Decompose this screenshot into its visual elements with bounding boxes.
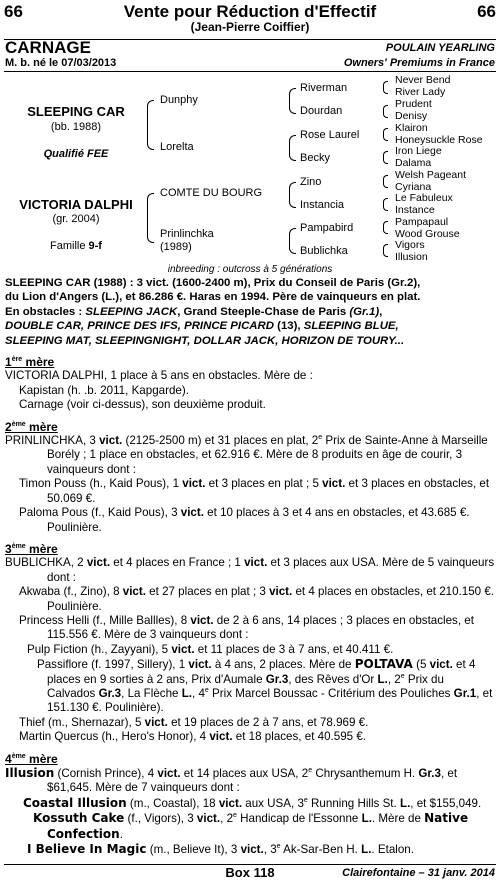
box-number: Box 118 [225,865,275,880]
header-rule-bottom [4,71,496,72]
bracket-g4-2 [383,105,388,118]
g4-8: Dalama [395,157,432,169]
bracket-g4-3 [383,128,388,141]
second-dam-produce-2: Paloma Pous (f., Kaid Pous), 3 vict. et 10 places à 3 et 4 ans en obstacles, et 43.685 €. Poulinière. [19,506,470,534]
bracket-dam [147,193,154,243]
second-dam-produce-1: Timon Pouss (h., Kaid Pous), 1 vict. et 3 places en plat ; 5 vict. et 3 places en obstacles, et 50.069 €. [19,477,490,505]
g4-10: Cyriana [395,181,432,193]
third-dam-produce-2: Princess Helli (f., Mille Ballles), 8 vict. de 2 à 6 ans, 14 places ; 3 places en obstacles, et 115.556 €. Mère de 3 vainqueurs dont : [19,613,474,642]
produce-2: Carnage (voir ci-dessus), son deuxième produit. [19,398,266,412]
sire-note: Qualifié FEE [43,148,109,160]
bracket-g4-5 [383,175,388,188]
owners-premiums: Owners' Premiums in France [343,57,495,69]
g3-7: Pampabird [300,222,354,234]
lot-number-right: 66 [477,2,496,21]
g4-14: Wood Grouse [395,228,460,240]
g3-4: Becky [300,152,330,164]
g3-1: Riverman [300,82,348,94]
inbreeding-note: inbreeding : outcross à 5 générations [167,264,333,275]
bracket-g3-2 [289,135,296,161]
g2-dam-dam: Prinlinchka [160,228,214,240]
horse-name: CARNAGE [5,38,91,57]
g4-16: Illusion [395,251,428,263]
g2-dam-dam-year: (1989) [160,241,192,253]
g2-sire-sire: Dunphy [160,94,198,106]
dam-record: VICTORIA DALPHI, 1 place à 5 ans en obstacles. Mère de : [5,369,313,383]
catalogue-text [5,276,495,857]
g4-2: River Lady [395,86,446,98]
third-dam-record: BUBLICHKA, 2 vict. et 4 places en France ; 1 vict. et 3 places aux USA. Mère de 5 vainqueurs dont : [5,556,495,584]
bracket-g3-4 [289,228,296,254]
sale-venue-date: Clairefontaine – 31 janv. 2014 [342,867,495,879]
g3-5: Zino [300,176,322,188]
g2-sire-dam: Lorelta [160,141,194,153]
section-4eme-mere: 4ème mère [5,751,58,766]
g4-1: Never Bend [395,74,451,86]
horse-category: POULAIN YEARLING [385,42,495,54]
dam-family: Famille 9-f [50,240,102,252]
bracket-g3-3 [289,182,296,208]
second-dam-record: PRINLINCHKA, 3 vict. (2125-2500 m) et 31 places en plat, 2e Prix de Sainte-Anne à Marseille Borély ; 1 place en obstacles, et 62.916 €. Mère de 8 produits en âge de courir, 3 vainqueurs dont : [5,434,488,476]
bracket-sire [147,100,154,150]
g4-11: Le Fabuleux [395,192,453,204]
fourth-dam-produce-2: Kossuth Cake (f., Vigors), 3 vict., 2e Handicap de l'Essonne L.. Mère de Native Confection. [33,811,469,841]
fourth-gen-produce-1: Pulp Fiction (h., Zayyani), 5 vict. et 11 places de 3 à 7 ans, et 40.411 €. [27,642,394,656]
sire-name: SLEEPING CAR [27,104,125,119]
sire-record: SLEEPING CAR (1988) : 3 vict. (1600-2400 m), Prix du Conseil de Paris (Gr.2), du Lion d'Angers (L.), et 86.286 €. Haras en 1994. Père de vainqueurs en plat. En obstacles : SLEEPING JACK, Grand Steeple-Chase de Paris (Gr.1), DOUBLE CAR, PRINCE DES IFS, PRINCE PICARD (13), SLEEPING BLUE, SLEEPING MAT, SLEEPINGNIGHT, DOLLAR JACK, HORIZON DE TOURY... [5,277,421,347]
fourth-dam-produce-1: Coastal Illusion (m., Coastal), 18 vict. aux USA, 3e Running Hills St. L., et $155,049. [23,795,482,810]
g4-5: Klairon [395,122,428,134]
g4-7: Iron Liege [395,145,442,157]
section-3eme-mere: 3ème mère [5,541,58,556]
horse-birth: M. b. né le 07/03/2013 [5,57,117,69]
g3-3: Rose Laurel [300,129,360,141]
g4-15: Vigors [395,239,425,251]
dam-name: VICTORIA DALPHI [19,197,133,212]
consignor: (Jean-Pierre Coiffier) [190,20,310,34]
bracket-g4-1 [383,81,388,94]
g3-2: Dourdan [300,105,343,117]
bracket-g4-6 [383,198,388,211]
g4-13: Pampapaul [395,216,449,228]
g4-3: Prudent [395,98,432,110]
lot-number-left: 66 [4,2,23,21]
fourth-dam-record: Illusion (Cornish Prince), 4 vict. et 14 places aux USA, 2e Chrysanthemum H. Gr.3, et $61,645. Mère de 7 vainqueurs dont : [5,766,458,795]
bracket-g4-8 [383,244,388,257]
produce-1: Kapistan (h. .b. 2011, Kapgarde). [19,383,189,397]
g4-12: Instance [395,204,435,216]
fourth-dam-produce-3: I Believe In Magic (m., Believe It), 3 vict., 3e Ak-Sar-Ben H. L.. Etalon. [27,842,414,857]
bracket-g3-1 [289,88,296,114]
catalogue-title: Vente pour Réduction d'Effectif [123,2,377,21]
dam-info: (gr. 2004) [52,213,100,225]
bracket-g4-4 [383,151,388,164]
g3-8: Bublichka [300,245,348,257]
fourth-gen-produce-2: Passiflore (f. 1997, Sillery), 1 vict. à 4 ans, 2 places. Mère de POLTAVA (5 vict. et 4 places en 9 sorties à 2 ans, Prix d'Aumale Gr.3, des Rêves d'Or L., 2e Prix du Calvados Gr.3, La Flèche L., 4e Prix Marcel Boussac - Critérium des Pouliches Gr.1, et 151.130 €. Poulinière). [37,657,493,715]
g4-9: Welsh Pageant [395,169,467,181]
bracket-g4-7 [383,221,388,234]
third-dam-produce-4: Martin Quercus (h., Hero's Honor), 4 vict. et 18 places, et 40.595 €. [19,730,366,744]
third-dam-produce-3: Thief (m., Shernazar), 5 vict. et 19 places de 2 à 7 ans, et 78.969 €. [19,715,369,729]
section-2eme-mere: 2ème mère [5,419,58,434]
g4-6: Honeysuckle Rose [395,134,483,146]
g2-dam-sire: COMTE DU BOURG [160,187,263,199]
g4-4: Denisy [395,110,428,122]
sire-info: (bb. 1988) [50,121,102,133]
section-1ere-mere: 1ère mère [5,355,55,370]
g3-6: Instancia [300,199,345,211]
third-dam-produce-1: Akwaba (f., Zino), 8 vict. et 27 places en plat ; 3 vict. et 4 places en obstacles, et 210.150 €. Poulinière. [19,585,495,613]
